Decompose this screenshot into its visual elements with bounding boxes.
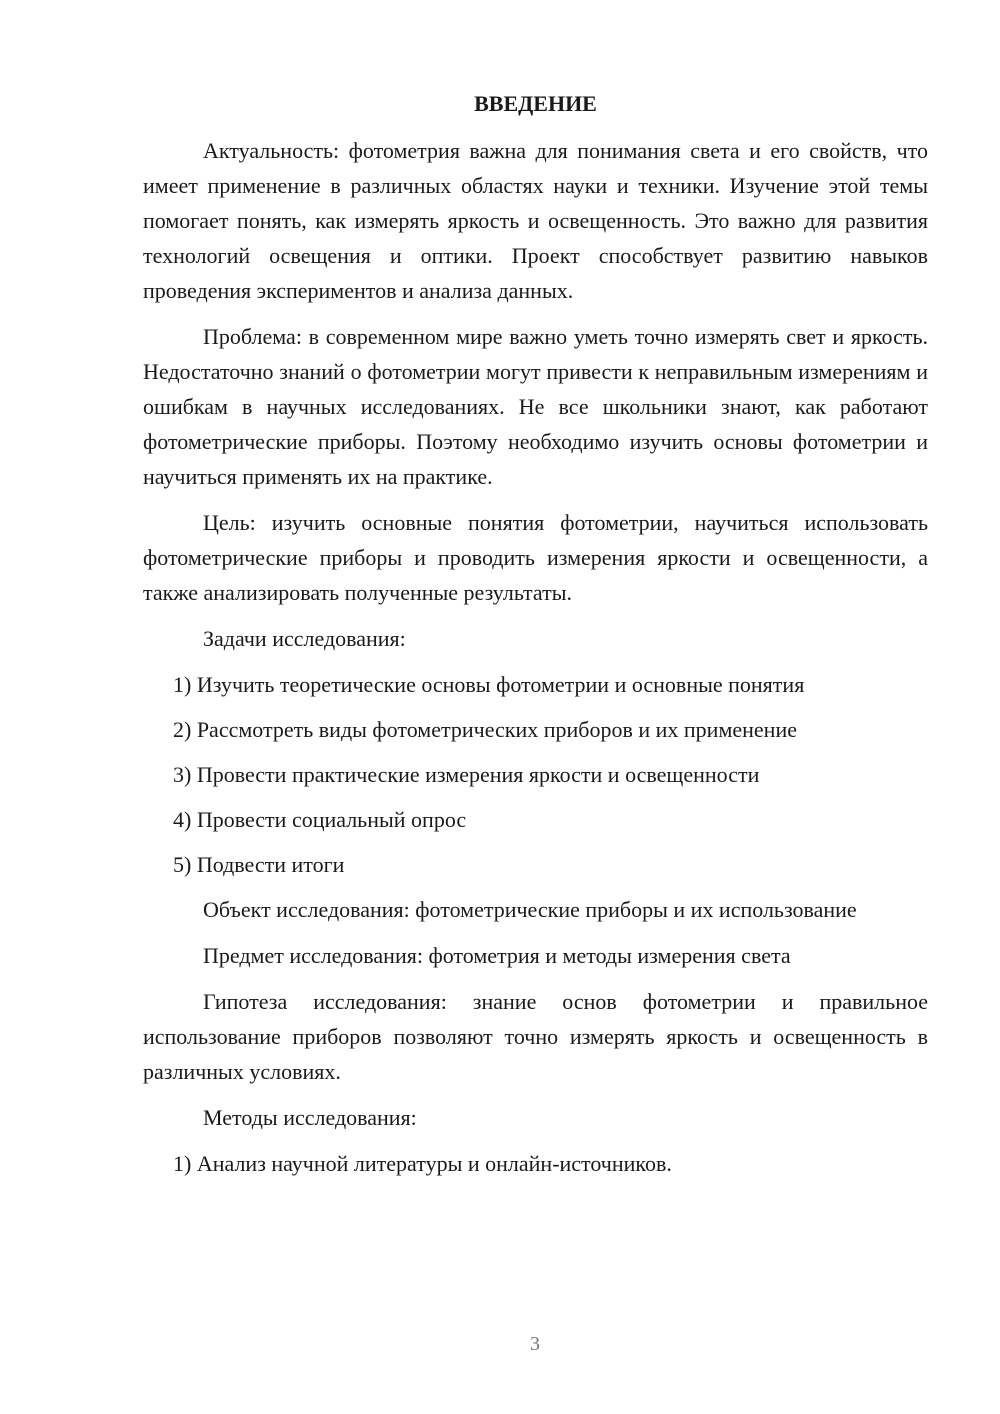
section-heading: ВВЕДЕНИЕ [474,91,597,116]
task-item-4: 4) Провести социальный опрос [173,806,467,832]
subject-paragraph: Предмет исследования: фотометрия и методы измерения света [203,942,791,968]
page-number: 3 [530,1333,540,1355]
tasks-title: Задачи исследования: [203,625,406,651]
problem-paragraph: Проблема: в современном мире важно уметь точно измерять свет и яркость. Недостаточно знаний о фотометрии могут привести к неправильным измерениям и ошибкам в научных исследованиях. Не все школьники знают, как работают фотометрические приборы. Поэтому необходимо изучить основы фотометрии и научиться применять их на практике. [143,323,928,489]
relevance-paragraph: Актуальность: фотометрия важна для понимания света и его свойств, что имеет применение в различных областях науки и техники. Изучение этой темы помогает понять, как измерять яркость и освещенность. Это важно для развития технологий освещения и оптики. Проект способствует развитию навыков проведения экспериментов и анализа данных. [143,137,928,303]
goal-paragraph: Цель: изучить основные понятия фотометрии, научиться использовать фотометрические приборы и проводить измерения яркости и освещенности, а также анализировать полученные результаты. [143,509,928,605]
task-item-2: 2) Рассмотреть виды фотометрических приборов и их применение [173,716,797,742]
document-page [143,90,928,1191]
task-item-1: 1) Изучить теоретические основы фотометрии и основные понятия [173,671,805,697]
hypothesis-paragraph: Гипотеза исследования: знание основ фотометрии и правильное использование приборов позволяют точно измерять яркость и освещенность в различных условиях. [143,988,928,1084]
task-item-3: 3) Провести практические измерения яркости и освещенности [173,761,760,787]
object-paragraph: Объект исследования: фотометрические приборы и их использование [203,896,857,922]
task-item-5: 5) Подвести итоги [173,851,345,877]
method-item-1: 1) Анализ научной литературы и онлайн-источников. [173,1150,672,1176]
methods-title: Методы исследования: [203,1104,417,1130]
